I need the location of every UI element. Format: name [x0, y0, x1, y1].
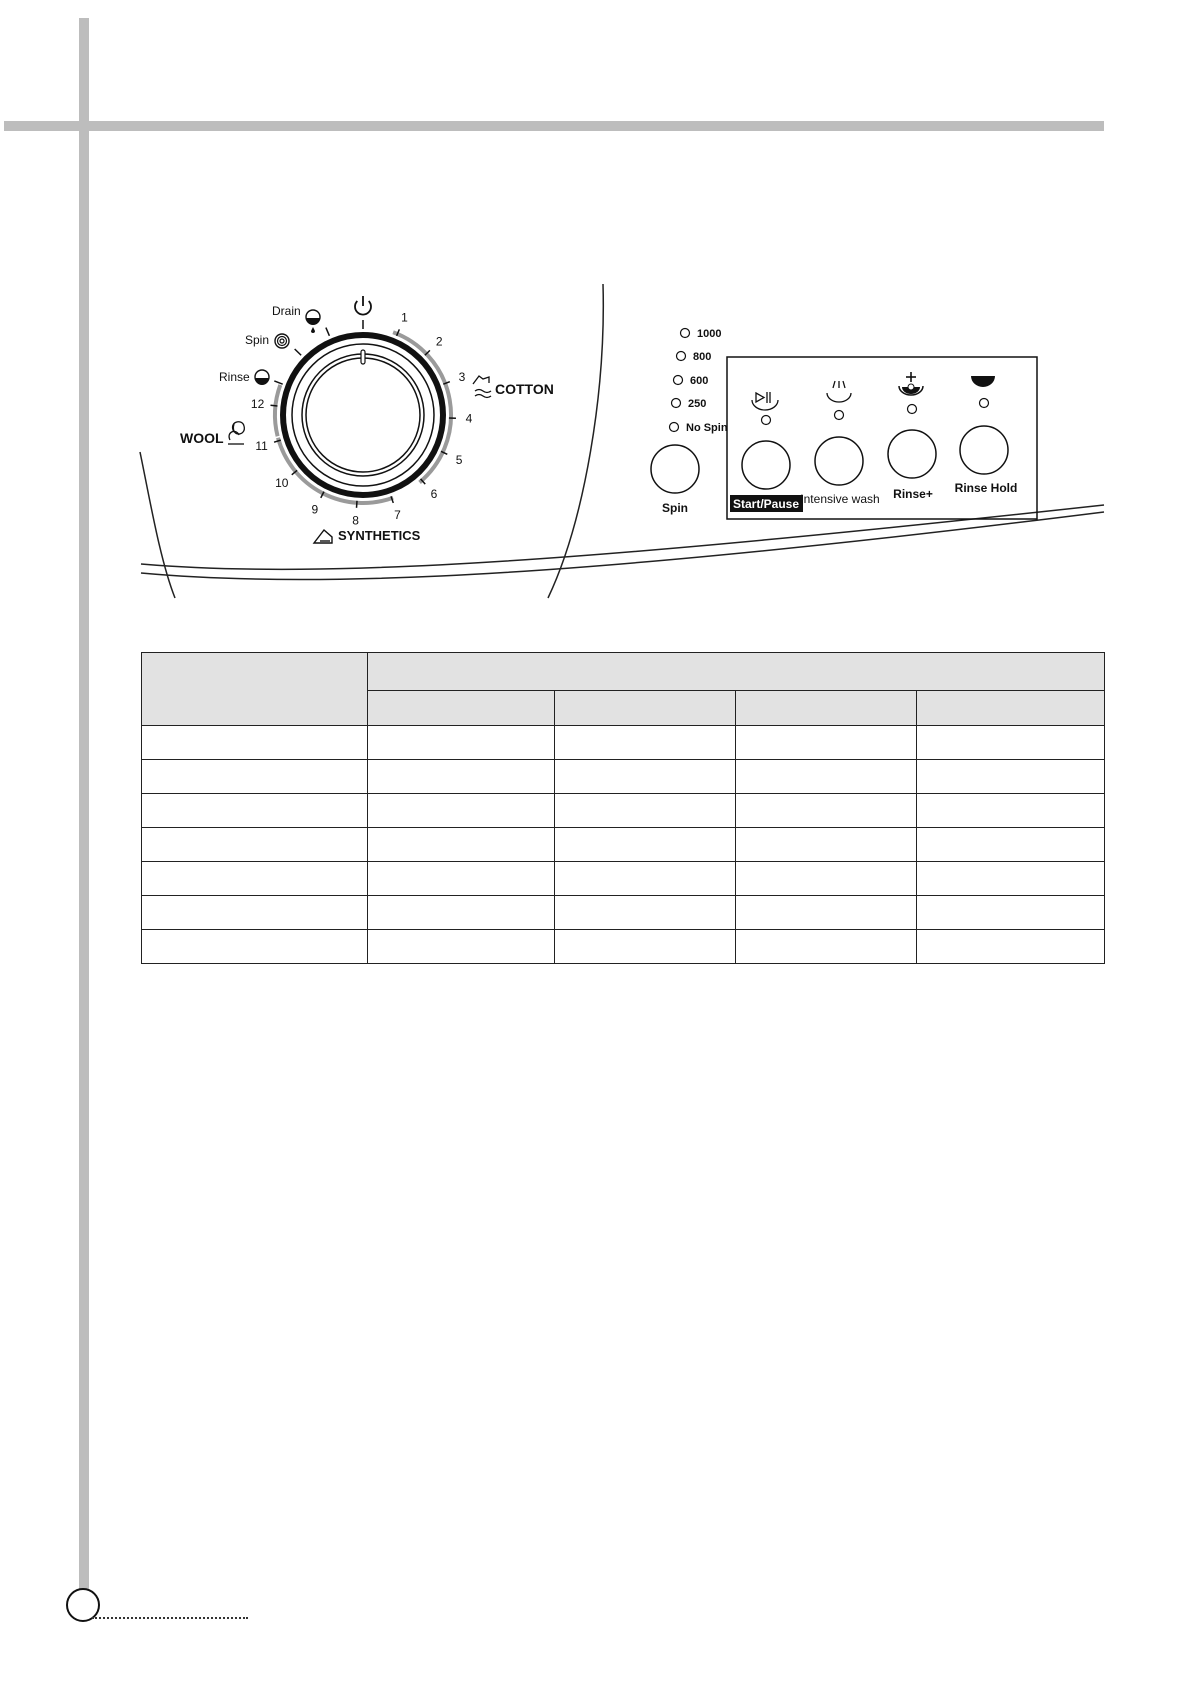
table-subheader-cell	[368, 691, 555, 726]
dial-position-4: 4	[465, 411, 473, 426]
table-cell	[917, 862, 1105, 896]
rinse-label: Rinse	[219, 370, 250, 384]
spin-speed-indicator	[681, 329, 690, 338]
panel-left-edge	[140, 452, 175, 598]
table-cell	[142, 726, 368, 760]
table-subheader-cell	[917, 691, 1105, 726]
table-cell	[917, 896, 1105, 930]
intensive-wash-button-label: Intensive wash	[800, 492, 880, 506]
table-row	[142, 794, 1105, 828]
control-panel-illustration	[0, 0, 1191, 620]
table-header-cell	[142, 653, 368, 726]
table-subheader-cell	[736, 691, 917, 726]
table-cell	[736, 828, 917, 862]
table-cell	[555, 726, 736, 760]
start-pause-icon	[752, 392, 778, 410]
wool-arc	[275, 385, 280, 436]
synthetics-icon	[314, 530, 332, 543]
spin-button[interactable]	[651, 445, 699, 493]
rinse-icon	[255, 370, 269, 385]
rinse-hold-icon	[971, 376, 995, 387]
dial-position-2: 2	[435, 334, 443, 349]
rinse-plus-indicator	[908, 405, 917, 414]
dial-position-12: 12	[250, 396, 265, 411]
table-cell	[142, 862, 368, 896]
dial-position-10: 10	[275, 476, 289, 491]
table-cell	[555, 896, 736, 930]
table-cell	[142, 794, 368, 828]
spin-button-label: Spin	[662, 501, 688, 515]
table-cell	[736, 794, 917, 828]
dial-position-1: 1	[401, 310, 408, 325]
table-cell	[555, 862, 736, 896]
table-cell	[917, 794, 1105, 828]
table-cell	[368, 930, 555, 964]
table-row	[142, 896, 1105, 930]
spec-table	[141, 652, 1105, 964]
rinse-plus-icon	[899, 372, 923, 395]
table-subheader-cell	[555, 691, 736, 726]
intensive-wash-icon	[827, 381, 851, 402]
dial-tick	[295, 349, 301, 355]
table-cell	[917, 760, 1105, 794]
table-cell	[368, 794, 555, 828]
spin-speed-label: 250	[688, 398, 707, 410]
cotton-label: COTTON	[495, 381, 554, 397]
dial-position-11: 11	[255, 438, 268, 453]
table-cell	[555, 794, 736, 828]
table-row	[142, 760, 1105, 794]
table-header-cell	[368, 653, 1105, 691]
drain-label: Drain	[272, 304, 301, 318]
table-row	[142, 828, 1105, 862]
spin-label: Spin	[245, 333, 270, 347]
start-pause-indicator	[762, 416, 771, 425]
spin-speed-indicator	[670, 423, 679, 432]
table-cell	[736, 760, 917, 794]
table-cell	[142, 896, 368, 930]
table-cell	[142, 760, 368, 794]
dial-position-5: 5	[455, 452, 463, 467]
start-pause-button[interactable]	[742, 441, 790, 489]
dial-position-6: 6	[430, 486, 438, 501]
spin-speed-indicator	[674, 376, 683, 385]
dial-position-9: 9	[311, 502, 319, 517]
dial-tick	[271, 405, 278, 406]
intensive-wash-button[interactable]	[815, 437, 863, 485]
table-cell	[555, 760, 736, 794]
table-cell	[142, 930, 368, 964]
rinse-plus-button[interactable]	[888, 430, 936, 478]
table-cell	[368, 760, 555, 794]
table-cell	[142, 828, 368, 862]
wool-icon	[228, 422, 244, 444]
dial-position-8: 8	[352, 513, 359, 528]
spin-speed-label: 800	[693, 351, 712, 363]
dial-position-7: 7	[394, 508, 401, 523]
table-cell	[368, 896, 555, 930]
dial-position-3: 3	[458, 370, 466, 385]
spin-speed-indicator	[677, 352, 686, 361]
dial-tick	[274, 381, 282, 384]
table-cell	[368, 726, 555, 760]
start-pause-button-label: Start/Pause	[732, 497, 800, 511]
rinse-plus-button-label: Rinse+	[893, 487, 933, 501]
table-cell	[368, 862, 555, 896]
program-dial[interactable]	[251, 310, 473, 527]
table-cell	[917, 930, 1105, 964]
panel-lower-edge-1	[141, 505, 1104, 569]
footer-dotted-line	[92, 1617, 248, 1619]
table-cell	[736, 930, 917, 964]
panel-divider-edge	[548, 284, 603, 598]
rinse-hold-button-label: Rinse Hold	[954, 481, 1018, 495]
spin-speed-label: 600	[690, 375, 709, 387]
table-cell	[917, 726, 1105, 760]
rinse-hold-indicator	[980, 399, 989, 408]
table-cell	[917, 828, 1105, 862]
spin-speed-label: No Spin	[686, 422, 728, 434]
spin-speed-label: 1000	[697, 328, 722, 340]
table-cell	[555, 930, 736, 964]
dial-tick	[326, 328, 330, 336]
table-row	[142, 930, 1105, 964]
drain-icon	[306, 310, 320, 333]
table-cell	[368, 828, 555, 862]
rinse-hold-button[interactable]	[960, 426, 1008, 474]
table-row	[142, 862, 1105, 896]
synthetics-label: SYNTHETICS	[338, 528, 421, 543]
power-icon	[355, 296, 371, 315]
table-cell	[736, 896, 917, 930]
intensive-wash-indicator	[835, 411, 844, 420]
table-cell	[736, 862, 917, 896]
cotton-icon	[473, 376, 491, 398]
spin-icon	[275, 334, 289, 348]
table-row	[142, 726, 1105, 760]
table-cell	[555, 828, 736, 862]
wool-label: WOOL	[180, 430, 224, 446]
table-cell	[736, 726, 917, 760]
spin-speed-indicator	[672, 399, 681, 408]
